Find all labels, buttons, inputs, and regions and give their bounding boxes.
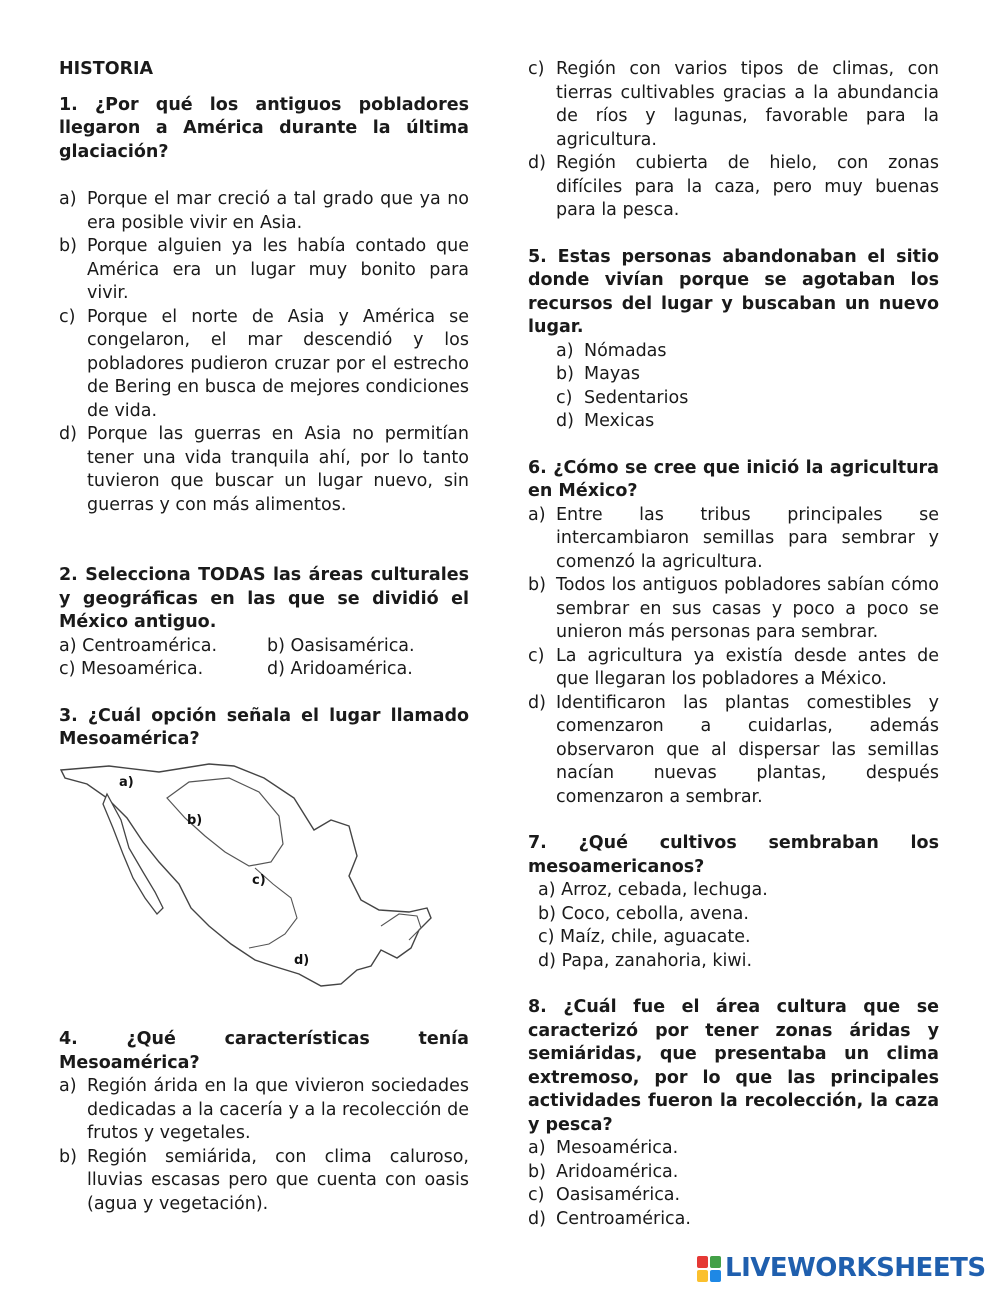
option-4d[interactable]: d) Región cubierta de hielo, con zonas difíciles para la caza, pero muy buenas para la pesca. (528, 153, 939, 220)
question-6-options (528, 504, 939, 810)
option-4b[interactable]: b) Región semiárida, con clima caluroso, lluvias escasas pero que cuenta con oasis (agua y vegetación). (59, 1146, 469, 1214)
question-4-text: 4. ¿Qué características tenía Mesoamérica? (59, 1029, 469, 1073)
question-8-text: 8. ¿Cuál fue el área cultura que se caracterizó por tener zonas áridas y semiáridas, que presentaba un clima extremoso, por lo que las principales actividades fueron la recolección, la caza y pesca? (528, 997, 939, 1135)
option-8d[interactable]: d) Centroamérica. (528, 1208, 691, 1229)
question-7-text: 7. ¿Qué cultivos sembraban los mesoamericanos? (528, 833, 939, 877)
option-6b[interactable]: b) Todos los antiguos pobladores sabían cómo sembrar en sus casas y poco a poco se unieron más personas para sembrar. (528, 575, 939, 642)
option-1b[interactable]: b) Porque alguien ya les había contado que América era un lugar muy bonito para vivir. (59, 236, 469, 303)
option-2c[interactable]: c) Mesoamérica. (59, 659, 204, 679)
question-1-text: 1. ¿Por qué los antiguos pobladores llegaron a América durante la última glaciación? (59, 94, 469, 162)
option-6d[interactable]: d) Identificaron las plantas comestibles y comenzaron a cuidarlas, además observaron que al dispersar las semillas nacían nuevas plantas, después comenzaron a sembrar. (528, 692, 939, 807)
option-1a[interactable]: a) Porque el mar creció a tal grado que ya no era posible vivir en Asia. (59, 189, 469, 233)
question-2-text: 2. Selecciona TODAS las áreas culturales y geográficas en las que se dividió el México antiguo. (59, 565, 469, 632)
option-7d[interactable]: d) Papa, zanahoria, kiwi. (538, 950, 753, 971)
question-7-options (528, 879, 939, 973)
question-3-text: 3. ¿Cuál opción señala el lugar llamado Mesoamérica? (59, 705, 469, 749)
question-2-options (59, 635, 469, 682)
mexico-outline (61, 764, 431, 986)
logo-blocks-icon (697, 1256, 721, 1282)
option-4a[interactable]: a) Región árida en la que vivieron sociedades dedicadas a la cacería y a la recolección de frutos y vegetales. (59, 1076, 469, 1143)
liveworksheets-logo (697, 1252, 986, 1286)
question-6 (528, 457, 939, 810)
option-8b[interactable]: b) Aridoamérica. (528, 1161, 679, 1182)
option-7b[interactable]: b) Coco, cebolla, avena. (538, 903, 749, 924)
option-5c[interactable]: c) Sedentarios (556, 387, 689, 408)
question-7 (528, 832, 939, 973)
question-6-text: 6. ¿Cómo se cree que inició la agricultura en México? (528, 457, 939, 501)
question-8-options (528, 1137, 939, 1231)
option-2a[interactable]: a) Centroamérica. (59, 635, 218, 656)
option-6c[interactable]: c) La agricultura ya existía desde antes de que llegaran los pobladores a México. (528, 645, 939, 689)
option-2b[interactable]: b) Oasisamérica. (267, 635, 415, 656)
option-5d[interactable]: d) Mexicas (556, 411, 655, 431)
option-8a[interactable]: a) Mesoamérica. (528, 1138, 679, 1158)
question-1 (59, 94, 469, 518)
map-label-d[interactable]: d) (294, 952, 310, 968)
option-4c[interactable]: c) Región con varios tipos de climas, con tierras cultivables gracias a la abundancia de ríos y lagunas, favorable para la agricultura. (528, 59, 939, 150)
question-3 (59, 705, 469, 1016)
page-title: HISTORIA (59, 59, 154, 79)
option-7c[interactable]: c) Maíz, chile, aguacate. (538, 927, 751, 947)
right-column (528, 58, 939, 1231)
question-5-options (528, 340, 939, 434)
map-label-b[interactable]: b) (187, 812, 203, 828)
mexico-map (59, 758, 469, 1008)
option-8c[interactable]: c) Oasisamérica. (528, 1185, 681, 1205)
option-1d[interactable]: d) Porque las guerras en Asia no permitían tener una vida tranquila ahí, por lo tanto tuvieron que buscar un lugar nuevo, sin guerras y con más alimentos. (59, 424, 469, 515)
question-4-options-left (59, 1075, 469, 1216)
option-6a[interactable]: a) Entre las tribus principales se intercambiaron semillas para sembrar y comenzó la agricultura. (528, 504, 939, 572)
question-5 (528, 246, 939, 434)
question-4 (59, 1028, 469, 1216)
option-5a[interactable]: a) Nómadas (556, 340, 667, 361)
map-label-a[interactable]: a) (119, 774, 134, 790)
question-2 (59, 564, 469, 682)
option-2d[interactable]: d) Aridoamérica. (267, 659, 413, 679)
question-1-options (59, 188, 469, 517)
option-5b[interactable]: b) Mayas (556, 364, 641, 384)
option-7a[interactable]: a) Arroz, cebada, lechuga. (538, 880, 768, 900)
logo-text: LIVEWORKSHEETS (725, 1253, 986, 1284)
question-8 (528, 996, 939, 1231)
option-1c[interactable]: c) Porque el norte de Asia y América se congelaron, el mar descendió y los pobladores pudieron cruzar por el estrecho de Bering en busca de mejores condiciones de vida. (59, 306, 469, 421)
left-column (59, 58, 469, 1216)
map-label-c[interactable]: c) (252, 872, 266, 888)
question-4-options-right (528, 58, 939, 223)
question-5-text: 5. Estas personas abandonaban el sitio donde vivían porque se agotaban los recursos del lugar y buscaban un nuevo lugar. (528, 246, 939, 337)
